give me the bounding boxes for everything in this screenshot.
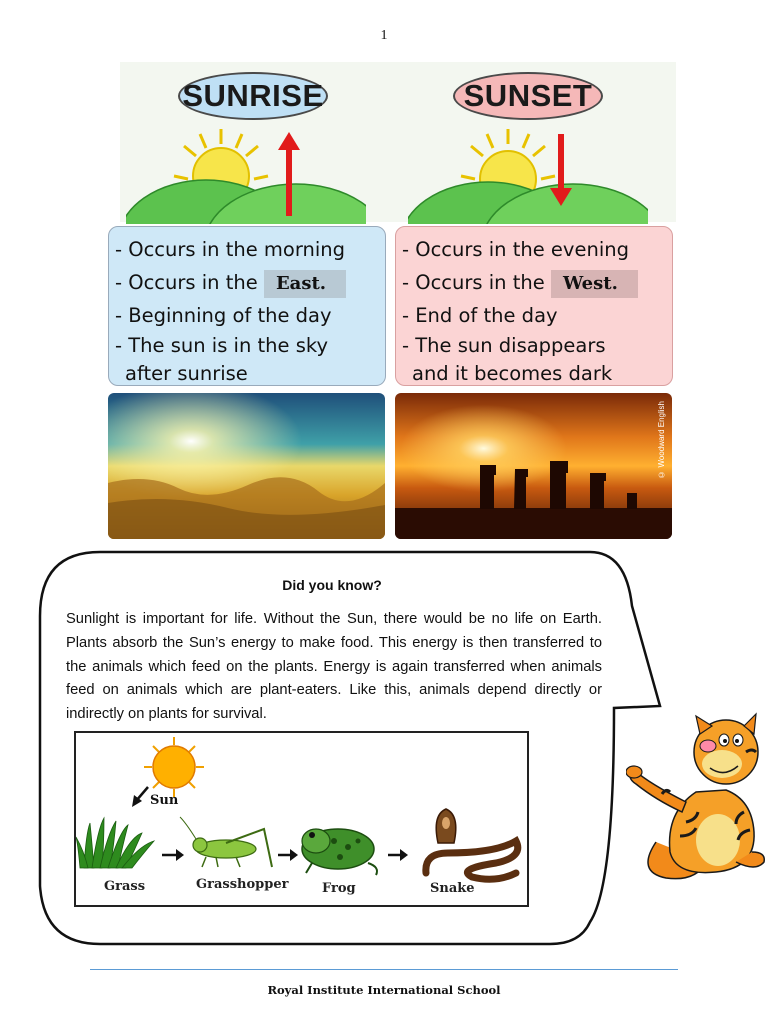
sunrise-title: SUNRISE <box>178 72 328 120</box>
footer-school-name: Royal Institute International School <box>267 983 501 997</box>
grass-icon <box>76 818 154 868</box>
sun-label: Sun <box>150 793 179 808</box>
sun-to-grass-arrow <box>132 787 148 807</box>
sunrise-fact-direction <box>115 266 379 299</box>
grass-label: Grass <box>104 879 146 894</box>
sunrise-fact-sky: - The sun is in the sky <box>115 334 329 357</box>
sunrise-photo <box>108 393 385 539</box>
did-you-know-body: Sunlight is important for life. Without the Sun, there would be no life on Earth. Plants absorb the Sun’s energy to make food. This energy is then transferred to the animals which feed on the plants. Energy is again transferred when animals feed on animals which are plant-eaters. Like this, animals depend directly or indirectly on plants for survival. <box>66 611 602 723</box>
snake-icon <box>426 809 518 879</box>
food-chain-diagram <box>74 731 529 907</box>
watermark-text: © Woodward English <box>657 401 666 479</box>
sunrise-fact-day: - Beginning of the day <box>115 304 332 327</box>
sunrise-sunset-infographic <box>108 62 676 542</box>
grasshopper-icon <box>180 817 272 867</box>
sunrise-illustration <box>126 124 366 224</box>
sunset-photo <box>395 393 672 539</box>
sunset-fact-time: - Occurs in the evening <box>402 238 629 261</box>
sunset-fact-direction-label: - Occurs in the <box>402 271 551 294</box>
tigger-cartoon <box>626 712 768 882</box>
sunset-fact-day: - End of the day <box>402 304 558 327</box>
page-number: 1 <box>380 28 388 43</box>
sunset-fact-sky-cont: and it becomes dark <box>412 362 613 385</box>
sunset-title: SUNSET <box>453 72 603 120</box>
grasshopper-label: Grasshopper <box>196 877 289 892</box>
did-you-know-heading: Did you know? <box>282 577 382 593</box>
arrow-icon <box>162 849 184 861</box>
sunset-facts-panel <box>395 226 673 386</box>
frog-icon <box>302 829 377 875</box>
sun-icon <box>144 737 204 797</box>
sunset-illustration <box>408 124 648 224</box>
sunset-fact-direction <box>402 266 666 299</box>
frog-label: Frog <box>322 881 356 896</box>
sunrise-fact-time: - Occurs in the morning <box>115 238 346 261</box>
arrow-icon <box>278 849 298 861</box>
snake-label: Snake <box>430 881 475 896</box>
sunrise-facts-panel <box>108 226 386 386</box>
sunrise-direction-answer: East. <box>264 270 346 298</box>
sunset-direction-answer: West. <box>551 270 638 298</box>
sunrise-fact-direction-label: - Occurs in the <box>115 271 264 294</box>
sunrise-fact-sky-cont: after sunrise <box>125 362 248 385</box>
arrow-icon <box>388 849 408 861</box>
sunset-fact-sky: - The sun disappears <box>402 334 606 357</box>
footer-divider <box>90 969 678 970</box>
